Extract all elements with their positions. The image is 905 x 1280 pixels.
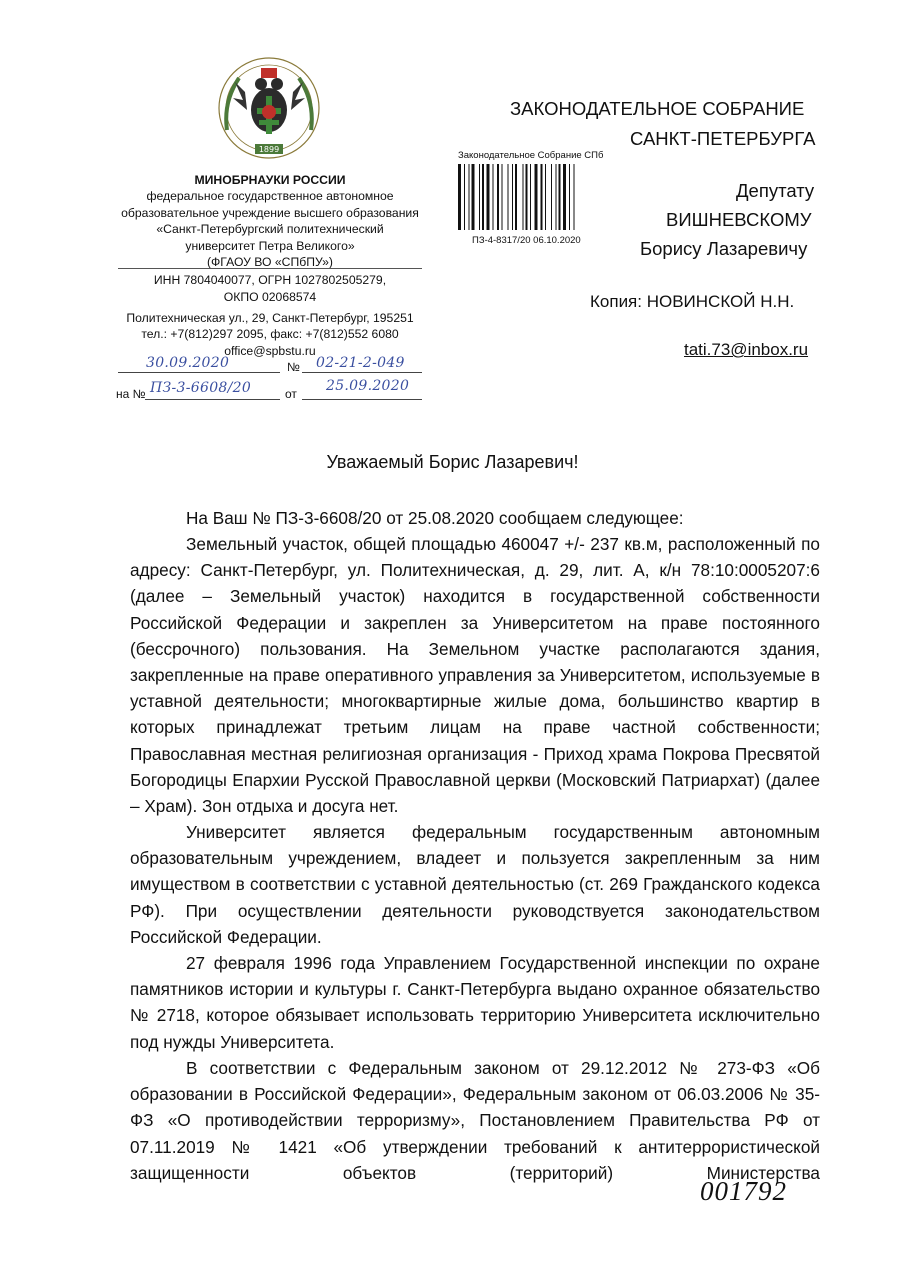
salutation: Уважаемый Борис Лазаревич! [326, 452, 579, 472]
recipient-org-line1: ЗАКОНОДАТЕЛЬНОЕ СОБРАНИЕ [510, 98, 805, 119]
recipient-name: Борису Лазаревичу [640, 238, 808, 259]
stamp-title: Законодательное Собрание СПб [458, 150, 604, 161]
outgoing-date: 30.09.2020 [146, 355, 230, 371]
barcode-bar [535, 164, 538, 230]
emblem-year: 1899 [258, 145, 280, 154]
barcode-bar [512, 164, 513, 230]
barcode-bar [497, 164, 499, 230]
recipient-title: Депутату [736, 180, 815, 201]
copy-line: Копия: НОВИНСКОЙ Н.Н. [590, 292, 795, 311]
sender-address [118, 310, 422, 359]
paragraph: 27 февраля 1996 года Управлением Государственной инспекции по охране памятников истории и культуры г. Санкт-Петербурга выдано охранное обязательство № 2718, которое обязывает использовать территорию Университета исключительно под нужды Университета. [130, 953, 820, 1052]
sender-block [118, 172, 422, 270]
org-line: образовательное учреждение высшего образования [121, 205, 419, 220]
ministry-name: МИНОБРНАУКИ РОССИИ [194, 173, 346, 187]
barcode-bar [563, 164, 566, 230]
barcode-bar [556, 164, 557, 230]
barcode-bar [545, 164, 546, 230]
ref-number: ПЗ-3-6608/20 [150, 380, 252, 396]
university-emblem [205, 52, 333, 170]
barcode-bar [523, 164, 524, 230]
barcode-bar [469, 164, 470, 230]
barcode [458, 164, 608, 230]
ref-prefix: на № [116, 387, 146, 401]
ids-line: ОКПО 02068574 [223, 290, 317, 304]
barcode-bar [541, 164, 543, 230]
sender-ids [118, 272, 422, 306]
ids-line: ИНН 7804040077, ОГРН 1027802505279, [153, 273, 387, 287]
paragraph: Университет является федеральным государственным автономным образовательным учреждением, владеет и пользуется закрепленным за ним имуществом в соответствии с уставной деятельностью (ст. 269 Гражданского кодекса РФ). При осуществлении деятельности руководствуется законодательством Российской Федерации. [130, 822, 820, 947]
address-line: тел.: +7(812)297 2095, факс: +7(812)552 6080 [141, 327, 399, 342]
barcode-bar [574, 164, 575, 230]
barcode-bar [526, 164, 528, 230]
barcode-bar [515, 164, 517, 230]
barcode-bar [479, 164, 480, 230]
barcode-bar [530, 164, 531, 230]
barcode-bar [502, 164, 503, 230]
barcode-bar [559, 164, 561, 230]
barcode-bar [482, 164, 484, 230]
stamp-code: ПЗ-4-8317/20 06.10.2020 [472, 235, 581, 246]
paragraph: В соответствии с Федеральным законом от 29.12.2012 № 273-ФЗ «Об образовании в Российской Федерации», Федеральным законом от 06.03.2006 № 35-ФЗ «О противодействии терроризму», Постановлением Правительства РФ от 07.11.2019 № 1421 «Об утверждении требований к антитеррористической защищенности объектов (территорий) Министерства [130, 1058, 820, 1183]
org-line: федеральное государственное автономное [146, 189, 394, 204]
date-line [118, 372, 280, 373]
address-line: office@spbstu.ru [224, 343, 316, 358]
ref-number-line [145, 399, 280, 400]
recipient-surname: ВИШНЕВСКОМУ [666, 209, 812, 230]
recipient-org-line2: САНКТ-ПЕТЕРБУРГА [630, 128, 816, 149]
org-line: «Санкт-Петербургский политехнический [156, 222, 384, 237]
from-label: от [285, 387, 297, 401]
barcode-bar [493, 164, 494, 230]
barcode-bar [472, 164, 475, 230]
ref-date-line [302, 399, 422, 400]
barcode-bar [508, 164, 509, 230]
barcode-bar [487, 164, 490, 230]
barcode-bar [464, 164, 465, 230]
paragraph: На Ваш № ПЗ-3-6608/20 от 25.08.2020 сообщаем следующее: [186, 508, 684, 528]
no-label: № [287, 360, 300, 374]
org-line: университет Петра Великого» [185, 238, 355, 253]
document-number: 001792 [700, 1176, 787, 1206]
address-line: Политехническая ул., 29, Санкт-Петербург, 195251 [126, 311, 414, 325]
recipient-email[interactable]: tati.73@inbox.ru [684, 340, 809, 359]
outgoing-number: 02-21-2-049 [316, 355, 405, 371]
barcode-bar [458, 164, 461, 230]
divider [118, 268, 422, 269]
paragraph: Земельный участок, общей площадью 460047 +/- 237 кв.м, расположенный по адресу: Санкт-Петербург, ул. Политехническая, д. 29, лит. А, к/н 78:10:0005207:6 (далее – Земельный участок) находится в государственной собственности Российской Федерации и закреплен за Университетом на праве постоянного (бессрочного) пользования. На Земельном участке располагаются здания, закрепленные на праве оперативного управления за Университетом, используемые в уставной деятельности; многоквартирные жилые дома, большинство квартир в которых принадлежат третьим лицам на праве частной собственности; Православная местная религиозная организация - Приход храма Покрова Пресвятой Богородицы Епархии Русской Православной церкви (Московский Патриархат) (далее – Храм). Зон отдыха и досуга нет. [130, 534, 820, 817]
barcode-bar [551, 164, 552, 230]
org-line: (ФГАОУ ВО «СПбПУ») [206, 255, 333, 270]
number-line [302, 372, 422, 373]
ref-date: 25.09.2020 [326, 378, 410, 394]
barcode-bar [569, 164, 570, 230]
